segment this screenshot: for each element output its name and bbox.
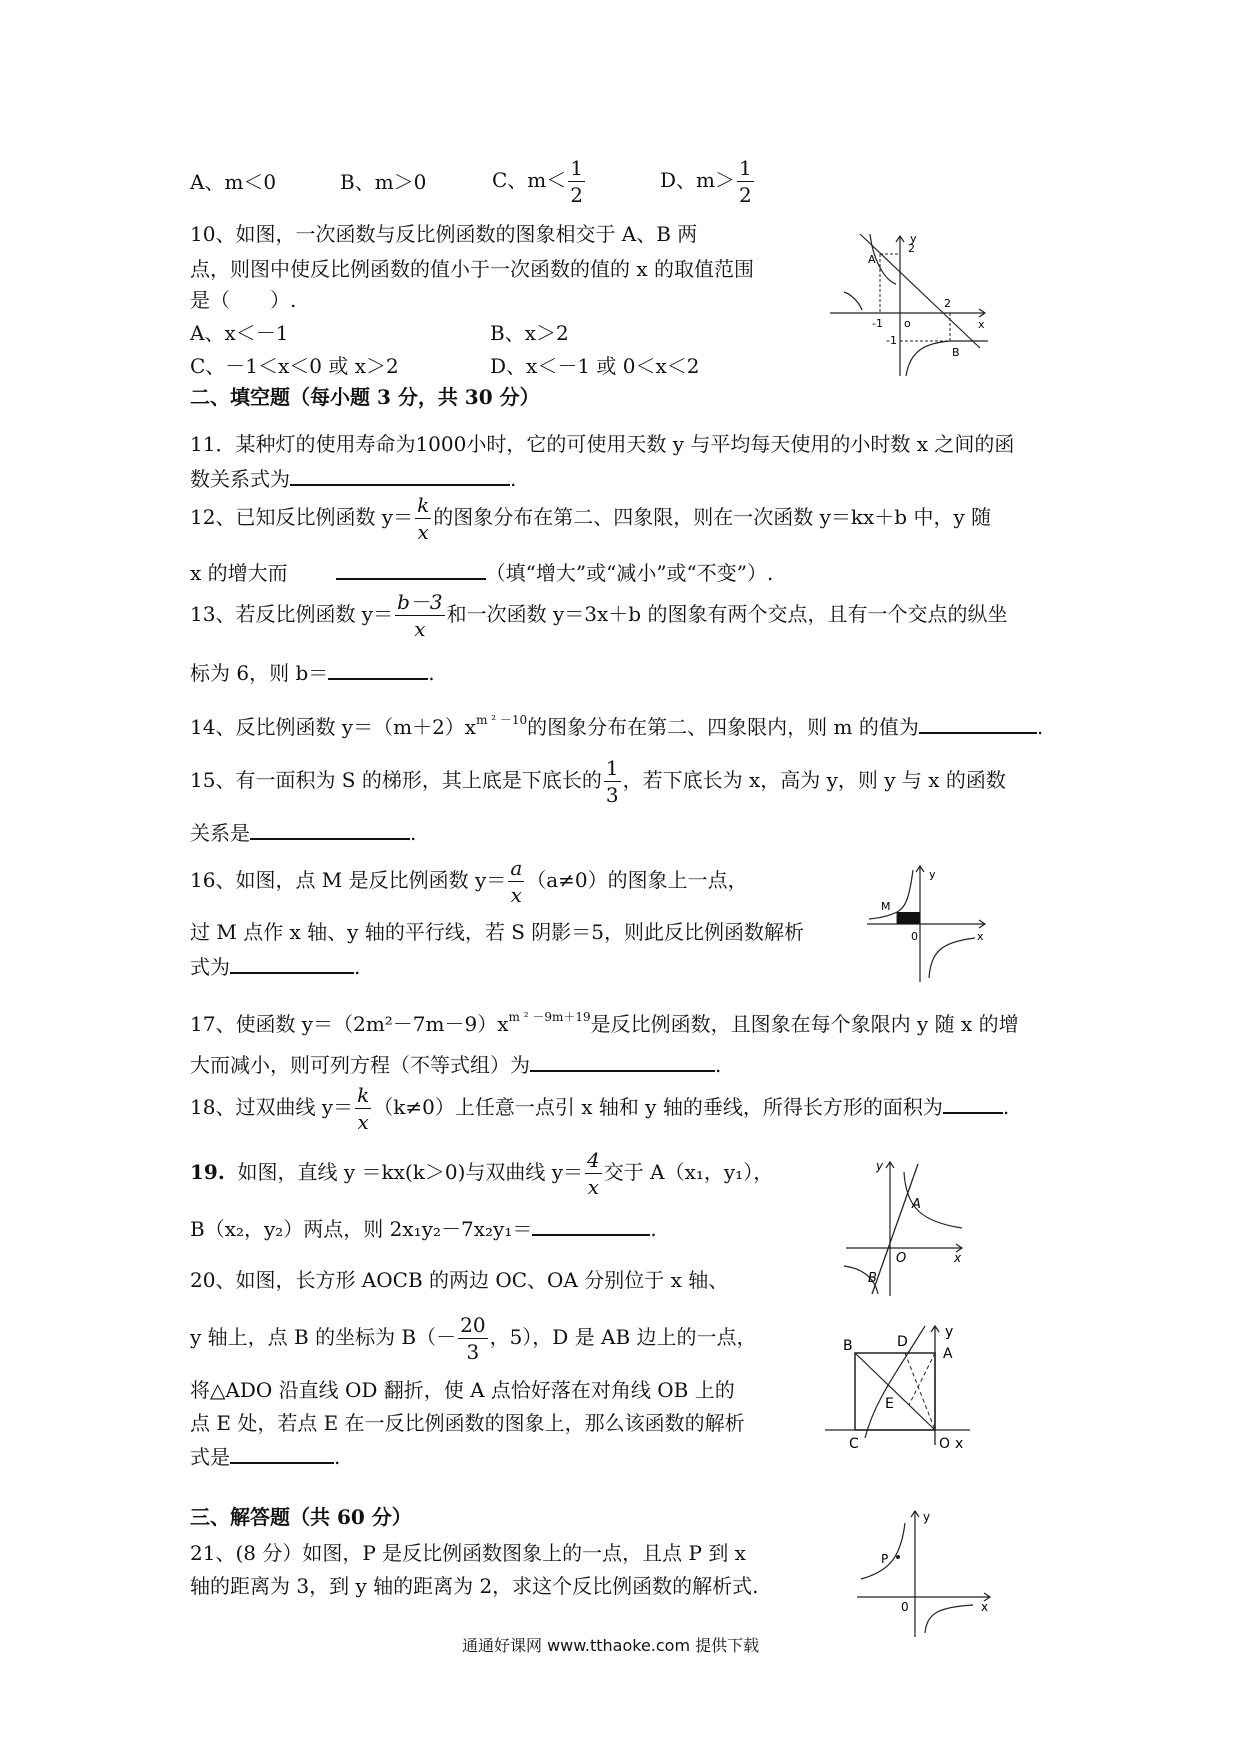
q13-period: .: [428, 661, 435, 685]
q19-answer-blank[interactable]: [532, 1216, 650, 1236]
x-axis-label: x: [981, 1600, 989, 1614]
point-label-b: B: [868, 1271, 877, 1286]
q17-period: .: [715, 1053, 722, 1077]
q10-line-1: 10、如图，一次函数与反比例函数的图象相交于 A、B 两: [190, 222, 698, 246]
q17-exponent: m ² －9m＋19: [508, 1010, 591, 1024]
fraction-denominator: x: [587, 1175, 600, 1199]
q20-graph-svg: [825, 1320, 985, 1450]
q9-half-fraction-d: [737, 158, 754, 205]
origin-label: o: [904, 317, 911, 330]
q17-line-2: [190, 1052, 721, 1077]
q16-a-over-x-fraction: [508, 858, 524, 905]
fraction-numerator: a: [510, 856, 523, 880]
q12-hint: （填“增大”或“减小”或“不变”）.: [485, 561, 774, 585]
q19-figure: [840, 1158, 970, 1298]
linear-function-line: [872, 1164, 918, 1294]
fraction-numerator: 1: [739, 156, 752, 180]
page-footer: 通通好课网 www.tthaoke.com 提供下载: [462, 1636, 760, 1655]
q13-line-2: [190, 660, 435, 685]
fraction-numerator: k: [357, 1083, 370, 1107]
q14-post-text: 的图象分布在第二、四象限内，则 m 的值为: [527, 715, 919, 739]
q21-graph-svg: [855, 1505, 995, 1640]
q17-answer-blank[interactable]: [530, 1052, 715, 1072]
q12-line-1: [190, 495, 991, 542]
q18-answer-blank[interactable]: [943, 1094, 1003, 1114]
q20-line-2: [190, 1315, 757, 1362]
q10-figure: [830, 228, 990, 378]
q18-k-over-x-fraction: [355, 1085, 371, 1132]
q9-option-b: B、m＞0: [340, 170, 427, 194]
q20-twenty-thirds-fraction: [458, 1315, 487, 1362]
q13-post-text: 和一次函数 y＝3x＋b 的图象有两个交点，且有一个交点的纵坐: [446, 602, 1008, 626]
q11-line-1: 11．某种灯的使用寿命为1000小时，它的可使用天数 y 与平均每天使用的小时数 x 之间的函: [190, 432, 1015, 456]
q18-post-text: （k≠0）上任意一点引 x 轴和 y 轴的垂线，所得长方形的面积为: [373, 1095, 943, 1119]
q12-middle-text: 的图象分布在第二、四象限，则在一次函数 y＝kx＋b 中，y 随: [433, 505, 992, 529]
fraction-numerator: 1: [605, 756, 619, 780]
q17-line-2-text: 大而减小，则可列方程（不等式组）为: [190, 1053, 530, 1077]
x-axis-label: x: [978, 318, 985, 331]
hyperbola-branch-lower: [906, 341, 988, 376]
shaded-rectangle: [897, 912, 920, 924]
point-label-c: C: [849, 1436, 859, 1450]
fraction-numerator: 20: [460, 1313, 486, 1337]
q11-period: .: [510, 467, 517, 491]
fraction-denominator: 3: [605, 783, 619, 807]
y-axis-label: y: [923, 1510, 931, 1524]
fraction-denominator: x: [417, 520, 429, 544]
point-label-b: B: [952, 346, 960, 359]
q10-option-a: A、x＜－1: [190, 321, 289, 345]
x-axis-label: x: [977, 930, 984, 943]
q14-line: [190, 708, 1043, 739]
q18-period: .: [1002, 1095, 1010, 1119]
q19-four-over-x-fraction: [585, 1150, 602, 1197]
q20-figure: [825, 1320, 985, 1450]
q15-answer-blank[interactable]: [250, 820, 410, 840]
x-axis-label: x: [954, 1251, 962, 1265]
y-axis-label: y: [876, 1159, 884, 1173]
q15-line-1: [190, 758, 1006, 805]
q10-line-3: 是（ ）.: [190, 288, 297, 312]
x-axis-label: x: [955, 1436, 964, 1450]
point-label-d: D: [897, 1334, 908, 1350]
point-label-e: E: [885, 1396, 894, 1412]
q10-option-d: D、x＜－1 或 0＜x＜2: [490, 354, 700, 378]
q12-line-2-text: x 的增大而: [190, 561, 288, 585]
q16-line-3-text: 式为: [190, 955, 230, 979]
q16-graph-svg: [865, 860, 995, 985]
q17-post-text: 是反比例函数，且图象在每个象限内 y 随 x 的增: [590, 1012, 1019, 1036]
q14-exponent: m ² －10: [476, 713, 528, 727]
hyperbola-branch-upper: [844, 234, 896, 310]
q12-line-2: [190, 560, 773, 585]
q16-prefix: 16、如图，点 M 是反比例函数 y＝: [190, 868, 507, 892]
fraction-denominator: x: [414, 617, 426, 641]
q9-option-d: [660, 158, 756, 205]
q16-period: .: [354, 955, 361, 979]
q20-line-2-suffix: ，5），D 是 AB 边上的一点，: [489, 1325, 757, 1349]
q12-k-over-x-fraction: [415, 495, 431, 542]
fraction-numerator: 1: [570, 156, 584, 180]
y-tick-2: 2: [908, 242, 915, 255]
x-tick-neg1: -1: [872, 317, 883, 330]
q20-answer-blank[interactable]: [230, 1444, 334, 1464]
q20-line-5-text: 式是: [190, 1445, 230, 1469]
q10-graph-svg: [830, 228, 990, 378]
q20-line-4: 点 E 处，若点 E 在一反比例函数的图象上，那么该函数的解析: [190, 1411, 745, 1435]
q21-figure: [855, 1505, 995, 1640]
hyperbola-branch-upper: [869, 870, 913, 919]
q15-line-2: [190, 820, 416, 845]
q20-line-2-prefix: y 轴上，点 B 的坐标为 B（－: [190, 1325, 457, 1349]
q19-line-2-text: B（x₂，y₂）两点，则 2x₁y₂－7x₂y₁＝: [190, 1217, 533, 1241]
q16-line-3: [190, 954, 360, 979]
fraction-numerator: 4: [587, 1148, 600, 1172]
q17-line-1: [190, 1005, 1019, 1036]
point-label-a: A: [912, 1197, 921, 1212]
q20-period: .: [334, 1445, 341, 1469]
fraction-numerator: b－3: [397, 590, 443, 614]
hyperbola-branch-lower: [929, 938, 975, 978]
q19-period: .: [650, 1217, 657, 1241]
q18-prefix: 18、过双曲线 y＝: [190, 1095, 354, 1119]
origin-label: 0: [911, 930, 918, 943]
q19-number: 19.: [190, 1160, 225, 1184]
q16-line-2: 过 M 点作 x 轴、y 轴的平行线，若 S 阴影＝5，则此反比例函数解析: [190, 920, 804, 944]
diagonal-ob: [855, 1353, 935, 1430]
fold-segment-ae: [909, 1353, 935, 1405]
q15-post-text: ，若下底长为 x，高为 y，则 y 与 x 的函数: [622, 768, 1006, 792]
q9-option-c-text: C、m＜: [492, 168, 567, 192]
q20-line-5: [190, 1444, 340, 1469]
section-3-title: 三、解答题（共 60 分）: [190, 1505, 412, 1529]
q13-line-1: [190, 592, 1007, 639]
q13-answer-blank[interactable]: [328, 660, 428, 680]
point-p-marker: [896, 1555, 900, 1559]
origin-label: O: [896, 1251, 907, 1266]
q19-line-1: [190, 1150, 773, 1197]
point-label-m: M: [881, 900, 891, 913]
q14-prefix: 14、反比例函数 y＝（m＋2）x: [190, 715, 477, 739]
q16-line-1: [190, 858, 748, 905]
q21-line-1: 21、(8 分）如图，P 是反比例函数图象上的一点，且点 P 到 x: [190, 1541, 746, 1565]
q9-half-fraction-c: [568, 158, 585, 205]
fraction-denominator: x: [510, 883, 522, 907]
q19-line-2: [190, 1216, 657, 1241]
q10-line-2: 点，则图中使反比例函数的值小于一次函数的值的 x 的取值范围: [190, 257, 754, 281]
q19-graph-svg: [840, 1158, 970, 1298]
hyperbola-branch-lower: [925, 1605, 973, 1633]
y-tick-neg1: -1: [886, 334, 897, 347]
q13-fraction: [395, 592, 445, 639]
fraction-denominator: 2: [570, 183, 584, 207]
q21-line-2: 轴的距离为 3，到 y 轴的距离为 2，求这个反比例函数的解析式.: [190, 1574, 759, 1598]
q18-line: [190, 1085, 1009, 1132]
q11-line-2-text: 数关系式为: [190, 467, 290, 491]
q14-period: .: [1036, 715, 1044, 739]
q15-line-2-text: 关系是: [190, 821, 250, 845]
fold-line-od: [905, 1353, 935, 1430]
q9-option-a: A、m＜0: [190, 170, 277, 194]
q9-option-c: [492, 158, 587, 205]
point-label-p: P: [881, 1552, 889, 1566]
fraction-denominator: 3: [466, 1340, 480, 1364]
point-label-a: A: [868, 253, 876, 266]
q11-answer-blank[interactable]: [290, 466, 510, 486]
q10-option-c: C、－1＜x＜0 或 x＞2: [190, 354, 399, 378]
y-axis-label: y: [929, 868, 936, 881]
q19-post-text: 交于 A（x₁，y₁），: [603, 1160, 774, 1184]
q20-line-3: 将△ADO 沿直线 OD 翻折，使 A 点恰好落在对角线 OB 上的: [190, 1378, 735, 1402]
point-label-b: B: [843, 1338, 853, 1354]
section-2-title: 二、填空题（每小题 3 分，共 30 分）: [190, 385, 540, 409]
q17-prefix: 17、使函数 y＝（2m²－7m－9）x: [190, 1012, 509, 1036]
q11-line-2: [190, 466, 516, 491]
q16-answer-blank[interactable]: [230, 954, 354, 974]
q13-line-2-text: 标为 6，则 b＝: [190, 661, 329, 685]
q12-answer-blank[interactable]: [336, 560, 486, 580]
q20-line-1: 20、如图，长方形 AOCB 的两边 OC、OA 分别位于 x 轴、: [190, 1268, 729, 1292]
q12-prefix: 12、已知反比例函数 y＝: [190, 505, 414, 529]
fraction-numerator: k: [417, 493, 430, 517]
linear-function-line: [860, 234, 980, 348]
q13-prefix: 13、若反比例函数 y＝: [190, 602, 394, 626]
q19-prefix: 如图，直线 y ＝kx(k＞0)与双曲线 y＝: [237, 1160, 584, 1184]
origin-label: 0: [901, 1600, 909, 1614]
q15-period: .: [410, 821, 417, 845]
q9-option-d-text: D、m＞: [660, 168, 735, 192]
y-axis-label: y: [910, 232, 917, 245]
x-tick-2: 2: [944, 297, 951, 310]
origin-label-o: O: [939, 1436, 951, 1450]
q16-post-text: （a≠0）的图象上一点，: [526, 868, 748, 892]
q16-figure: [865, 860, 995, 985]
y-axis-label: y: [945, 1324, 954, 1340]
q10-option-b: B、x＞2: [490, 321, 569, 345]
q15-one-third-fraction: [604, 758, 621, 805]
fraction-denominator: x: [357, 1110, 369, 1134]
hyperbola-branch-upper: [861, 1523, 905, 1579]
fraction-denominator: 2: [739, 183, 752, 207]
q14-answer-blank[interactable]: [919, 714, 1037, 734]
point-label-a: A: [943, 1346, 953, 1362]
q15-prefix: 15、有一面积为 S 的梯形，其上底是下底长的: [190, 768, 602, 792]
